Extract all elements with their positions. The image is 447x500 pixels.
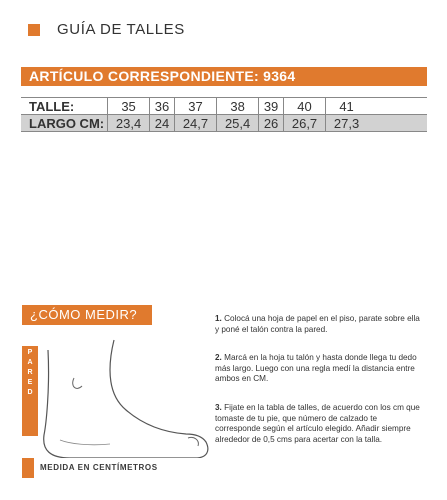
article-banner: ARTÍCULO CORRESPONDIENTE: 9364	[21, 67, 427, 86]
measure-label: MEDIDA EN CENTÍMETROS	[34, 458, 214, 478]
size-cell: 38	[217, 98, 259, 115]
wall-label-letter: D	[27, 389, 33, 396]
how-to-measure-banner: ¿CÓMO MEDIR?	[22, 305, 152, 325]
length-cell: 23,4	[108, 115, 150, 132]
step-number: 2.	[215, 353, 222, 363]
wall-label-letter: R	[27, 369, 33, 376]
wall-label-letter: A	[27, 359, 33, 366]
instruction-step	[215, 403, 420, 445]
length-cell: 24,7	[174, 115, 216, 132]
size-cell: 40	[283, 98, 325, 115]
length-cell: 26,7	[283, 115, 325, 132]
size-row-label: TALLE:	[21, 98, 108, 115]
size-cell: 37	[174, 98, 216, 115]
instruction-step	[215, 314, 420, 335]
page-title: GUÍA DE TALLES	[57, 21, 185, 38]
length-row	[21, 115, 427, 132]
size-table	[21, 97, 427, 132]
length-cell: 26	[259, 115, 284, 132]
header-square-icon	[28, 24, 40, 36]
step-number: 3.	[215, 402, 222, 412]
length-cell: 25,4	[217, 115, 259, 132]
wall-label-letter: P	[27, 349, 33, 356]
size-cell: 35	[108, 98, 150, 115]
wall-label-letter: E	[27, 379, 33, 386]
step-text: Fijate en la tabla de talles, de acuerdo con los cm que tomaste de tu pie, que número de calzado te corresponde según el artículo elegido. Añadir siempre alrededor de 0,5 cms para acertar con la talla.	[215, 402, 420, 444]
instruction-step	[215, 353, 420, 385]
length-cell: 27,3	[326, 115, 367, 132]
step-number: 1.	[215, 314, 222, 323]
size-cell: 36	[150, 98, 175, 115]
size-cell: 41	[326, 98, 367, 115]
size-cell: 39	[259, 98, 284, 115]
foot-illustration-icon	[30, 330, 215, 465]
size-row	[21, 98, 427, 115]
step-text: Marcá en la hoja tu talón y hasta donde llega tu dedo más largo. Luego con una regla medí la distancia entre ambos en CM.	[215, 353, 417, 384]
step-text: Colocá una hoja de papel en el piso, parate sobre ella y poné el talón contra la pared.	[215, 314, 420, 334]
length-cell: 24	[150, 115, 175, 132]
length-row-label: LARGO CM:	[21, 115, 108, 132]
instructions	[215, 314, 420, 463]
